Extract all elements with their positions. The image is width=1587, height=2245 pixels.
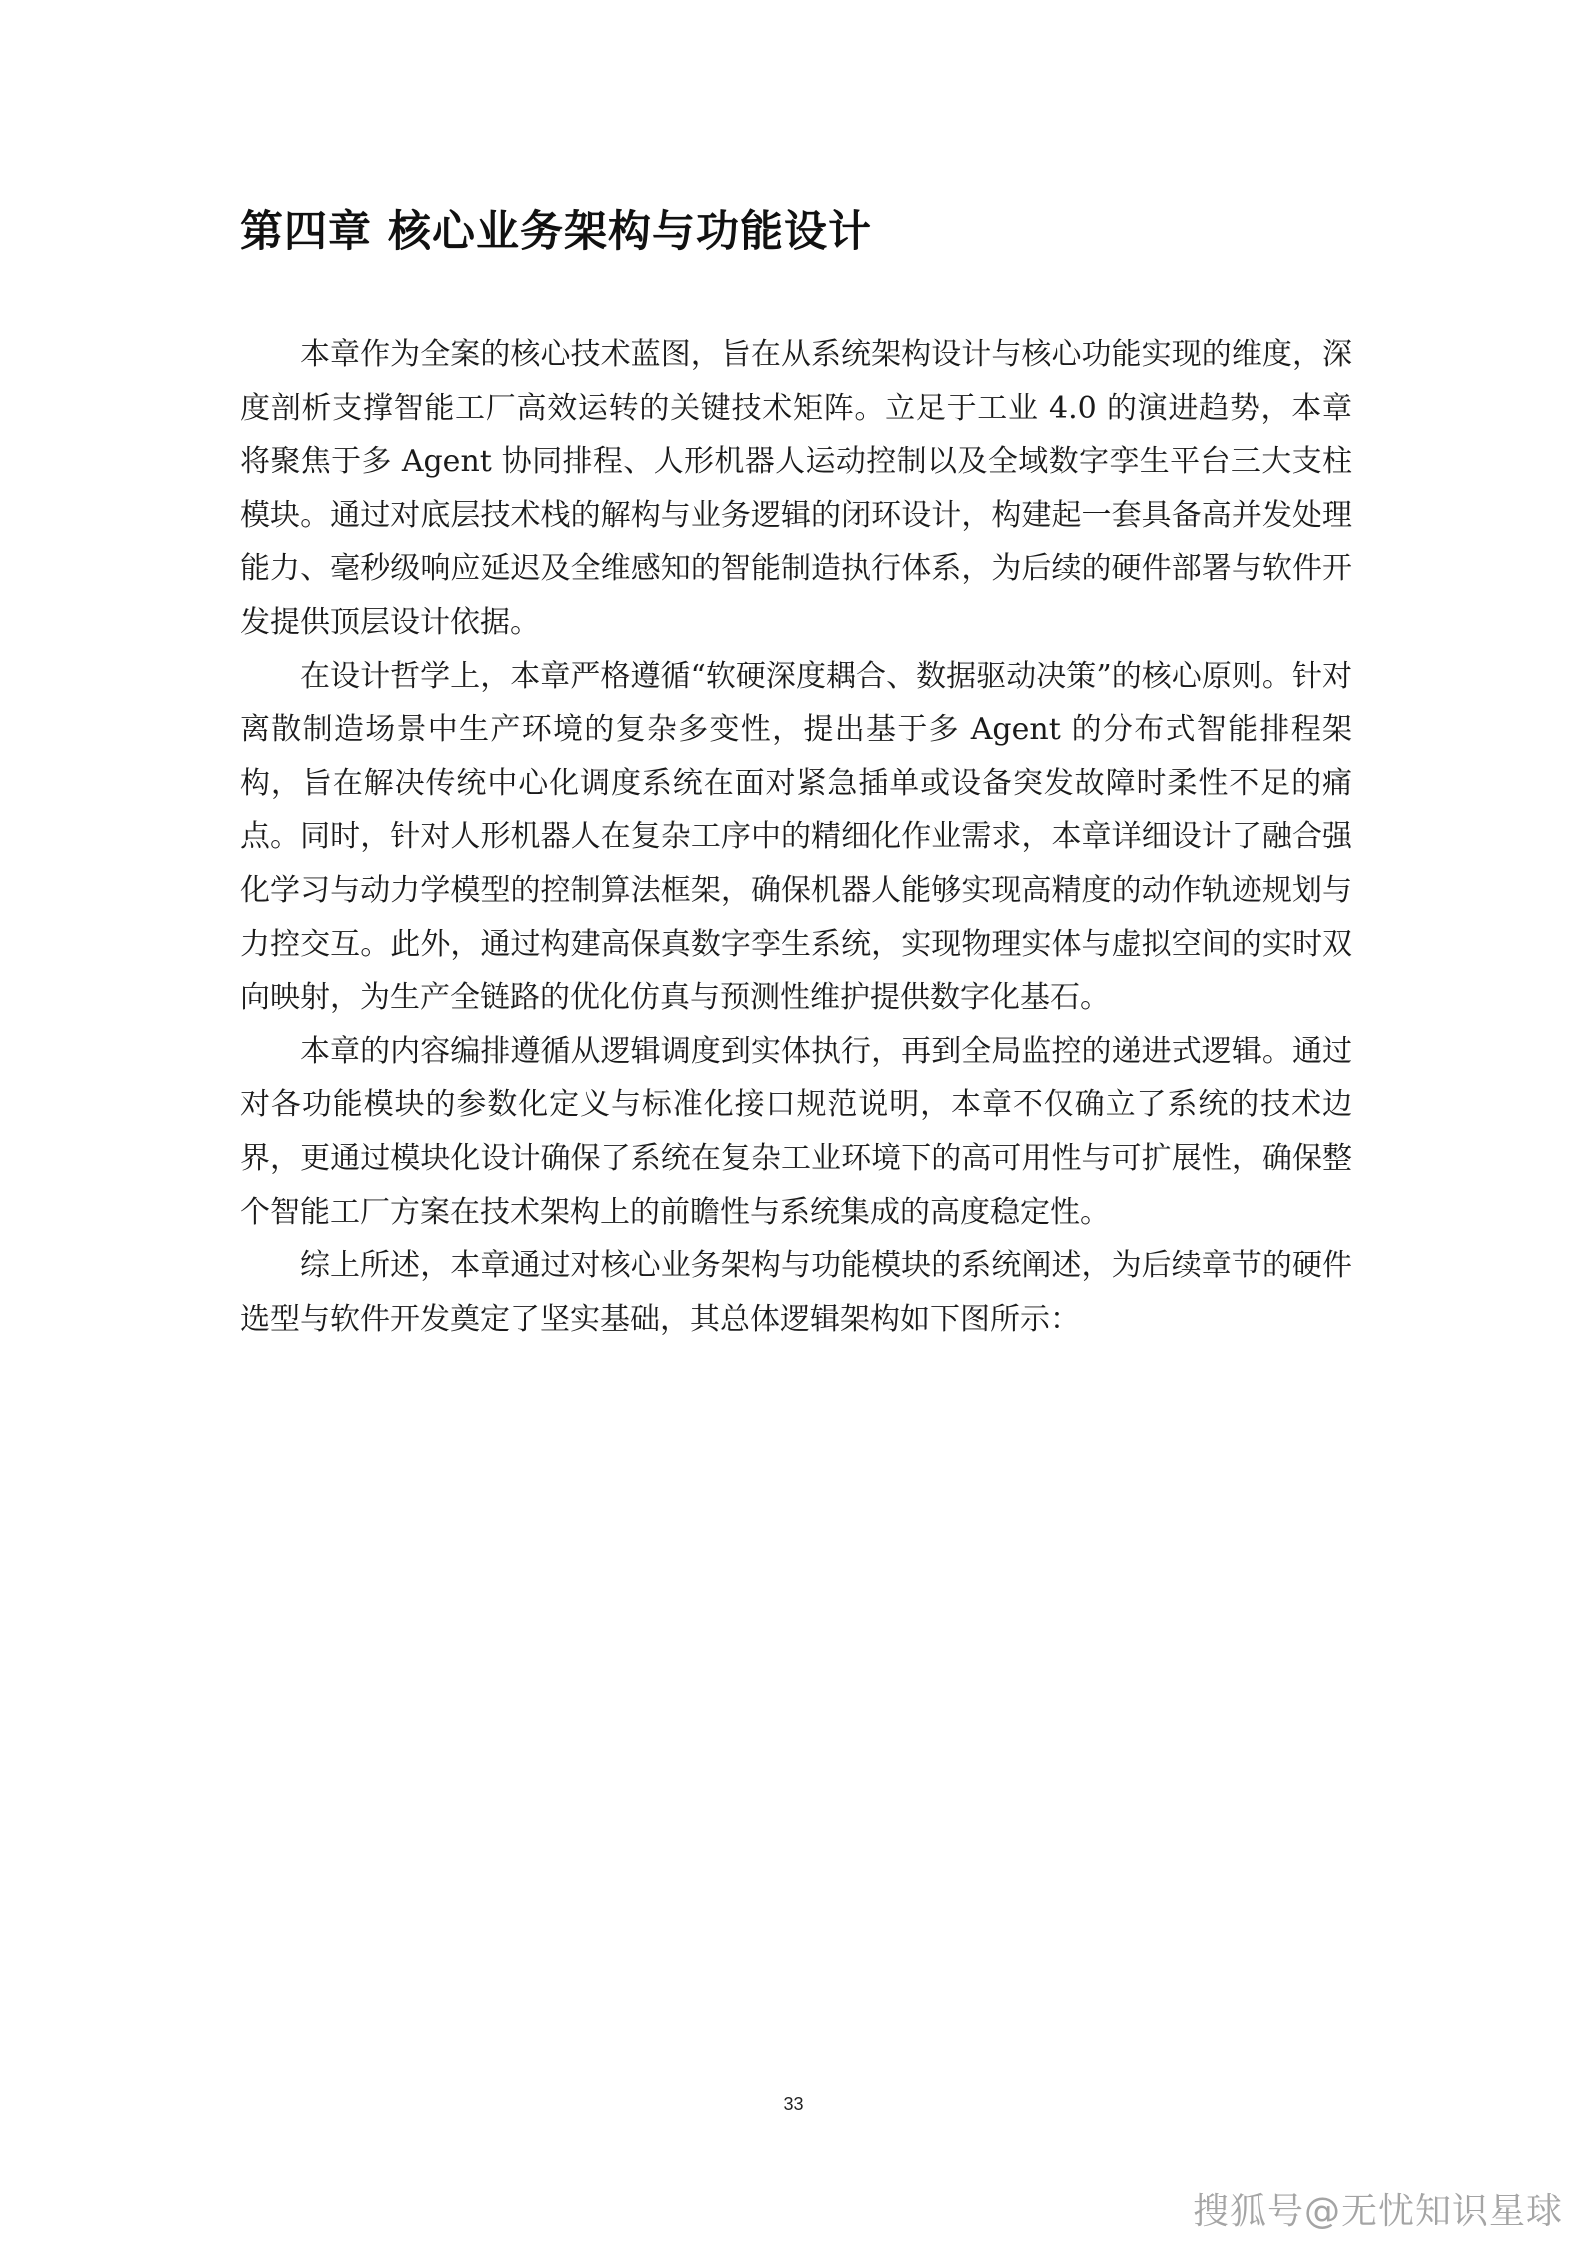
chapter-title: 第四章 核心业务架构与功能设计 — [240, 207, 872, 257]
watermark: 搜狐号@无忧知识星球 — [1192, 2191, 1563, 2232]
paragraph-content-arrangement: 本章的内容编排遵循从逻辑调度到实体执行，再到全局监控的递进式逻辑。通过对各功能模块的参数化定义与标准化接口规范说明，本章不仅确立了系统的技术边界，更通过模块化设计确保了系统在复杂工业环境下的高可用性与可扩展性，确保整个智能工厂方案在技术架构上的前瞻性与系统集成的高度稳定性。 — [240, 1033, 1352, 1230]
page-number: 33 — [783, 2094, 804, 2114]
chapter-body — [240, 328, 1352, 1346]
paragraph-design-philosophy: 在设计哲学上，本章严格遵循“软硬深度耦合、数据驱动决策”的核心原则。针对离散制造场景中生产环境的复杂多变性，提出基于多 Agent 的分布式智能排程架构，旨在解决传统中心化调度系统在面对紧急插单或设备突发故障时柔性不足的痛点。同时，针对人形机器人在复杂工序中的精细化作业需求，本章详细设计了融合强化学习与动力学模型的控制算法框架，确保机器人能够实现高精度的动作轨迹规划与力控交互。此外，通过构建高保真数字孪生系统，实现物理实体与虚拟空间的实时双向映射，为生产全链路的优化仿真与预测性维护提供数字化基石。 — [240, 658, 1352, 1016]
paragraph-summary: 综上所述，本章通过对核心业务架构与功能模块的系统阐述，为后续章节的硬件选型与软件开发奠定了坚实基础，其总体逻辑架构如下图所示： — [240, 1248, 1352, 1337]
paragraph-intro: 本章作为全案的核心技术蓝图，旨在从系统架构设计与核心功能实现的维度，深度剖析支撑智能工厂高效运转的关键技术矩阵。立足于工业 4.0 的演进趋势，本章将聚焦于多 Agent 协同排程、人形机器人运动控制以及全域数字孪生平台三大支柱模块。通过对底层技术栈的解构与业务逻辑的闭环设计，构建起一套具备高并发处理能力、毫秒级响应延迟及全维感知的智能制造执行体系，为后续的硬件部署与软件开发提供顶层设计依据。 — [240, 337, 1352, 640]
